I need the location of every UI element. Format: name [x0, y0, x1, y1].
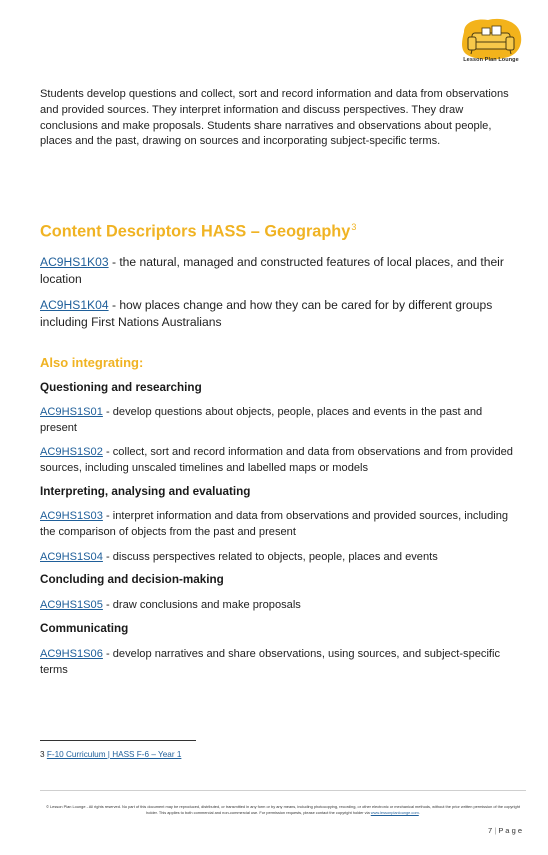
skill-code-link[interactable]: AC9HS1S02 — [40, 446, 103, 458]
group-title-interpreting: Interpreting, analysing and evaluating — [40, 485, 251, 498]
website-link[interactable]: www.lessonplanlounge.com — [370, 810, 419, 816]
group-title-questioning: Questioning and researching — [40, 381, 202, 394]
group-title-communicating: Communicating — [40, 622, 129, 635]
footnote-number: 3 — [40, 750, 45, 759]
skill-text: - collect, sort and record information and data from observations and from provided sources, including unscaled timelines and labelled maps or models — [40, 446, 513, 474]
skill-item — [40, 404, 516, 436]
page-separator: | — [494, 826, 497, 835]
group-title-concluding: Concluding and decision-making — [40, 573, 224, 586]
skill-item — [40, 549, 516, 565]
copyright-text: © Lesson Plan Lounge - All rights reserved. No part of this document may be reproduced, distributed, or transmitted in any form or by any means, including photocopying, recording, or other electronic or mechanical methods, without the prior written permission of the copyright holder. This applies to both commercial and non-commercial use. For permission requests, please contact the copyright holder via — [46, 804, 520, 816]
page-number-value: 7 — [488, 826, 493, 835]
footnote-link[interactable]: F-10 Curriculum | HASS F-6 – Year 1 — [46, 750, 182, 759]
descriptor-item — [40, 297, 526, 331]
skill-code-link[interactable]: AC9HS1S04 — [40, 551, 103, 563]
skill-text: - develop questions about objects, people, places and events in the past and present — [40, 406, 483, 434]
skill-code-link[interactable]: AC9HS1S03 — [40, 510, 103, 522]
content-descriptors-heading-text: Content Descriptors HASS – Geography — [40, 222, 351, 241]
descriptor-text: - the natural, managed and constructed features of local places, and their location — [40, 255, 504, 286]
footnote-reference[interactable]: 3 — [351, 222, 357, 232]
skill-text: - discuss perspectives related to objects, people, places and events — [102, 551, 438, 563]
page-label: P a g e — [498, 826, 522, 835]
footnote — [40, 750, 181, 759]
skill-text: - interpret information and data from observations and provided sources, including the comparison of objects from the past and present — [40, 510, 509, 538]
content-descriptors-heading — [40, 222, 356, 241]
skill-code-link[interactable]: AC9HS1S01 — [40, 406, 103, 418]
skill-item — [40, 646, 516, 678]
footnote-divider — [40, 740, 196, 741]
descriptor-code-link[interactable]: AC9HS1K03 — [40, 255, 109, 269]
descriptor-text: - how places change and how they can be cared for by different groups including First Nations Australians — [40, 298, 493, 329]
sofa-logo-icon — [458, 18, 524, 60]
skill-code-link[interactable]: AC9HS1S05 — [40, 599, 103, 611]
achievement-standard-paragraph: Students develop questions and collect, sort and record information and data from observations and provided sources. They interpret information and discuss perspectives. They draw conclusions and make proposals. Students share narratives and observations about people, places and the past, drawing on sources and incorporating subject-specific terms. — [40, 88, 509, 148]
skill-code-link[interactable]: AC9HS1S06 — [40, 648, 103, 660]
copyright-notice: © Lesson Plan Lounge - All rights reserved. No part of this document may be reproduced, distributed, or transmitted in any form or by any means, including photocopying, recording, or other electronic or mechanical methods, without the prior written permission of the copyright holder. This applies to both commercial and non-commercial use. For permission requests, please contact the copyright holder via www.lessonplanlounge.com. — [46, 804, 520, 816]
skill-text: - draw conclusions and make proposals — [102, 599, 301, 611]
skill-item — [40, 597, 516, 613]
page-number — [488, 826, 522, 835]
also-integrating-heading: Also integrating: — [40, 355, 144, 370]
descriptor-item — [40, 254, 526, 288]
descriptor-code-link[interactable]: AC9HS1K04 — [40, 298, 109, 312]
skill-item — [40, 508, 516, 540]
skill-item — [40, 444, 516, 476]
skill-text: - develop narratives and share observations, using sources, and subject-specific terms — [40, 648, 501, 676]
lesson-plan-lounge-logo — [458, 18, 524, 74]
footer-divider — [40, 790, 526, 791]
logo-text: Lesson Plan Lounge — [463, 57, 519, 63]
